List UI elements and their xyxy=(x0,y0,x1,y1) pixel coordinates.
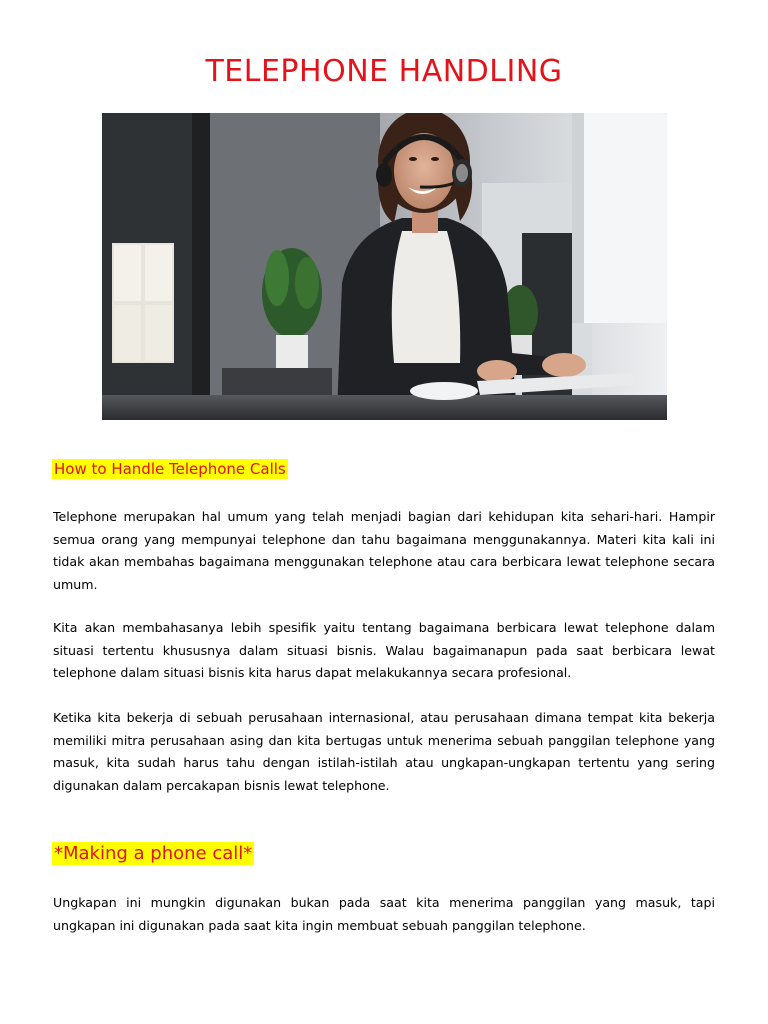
section-heading-how-to-handle: How to Handle Telephone Calls xyxy=(54,460,286,478)
paragraph-1: Telephone merupakan hal umum yang telah menjadi bagian dari kehidupan kita sehari-hari. Hampir semua orang yang mempunyai telephone dan tahu bagaimana menggunakannya. Materi kita kali ini tidak akan membahas bagaimana menggunakan telephone atau cara berbicara lewat telephone secara umum. xyxy=(53,509,715,592)
computer-mouse xyxy=(410,382,478,400)
section-heading-making-call: *Making a phone call* xyxy=(54,843,253,864)
hero-photo-call-center-agent xyxy=(102,113,667,420)
page-title: TELEPHONE HANDLING xyxy=(205,54,563,89)
paragraph-2: Kita akan membahasanya lebih spesifik yaitu tentang bagaimana berbicara lewat telephone dalam situasi tertentu khususnya dalam situasi bisnis. Walau bagaimanapun pada saat berbicara lewat telephone dalam situasi bisnis kita harus dapat melakukannya secara profesional. xyxy=(53,620,715,681)
desk xyxy=(102,395,667,420)
paragraph-3: Ketika kita bekerja di sebuah perusahaan internasional, atau perusahaan dimana tempat kita bekerja memiliki mitra perusahaan asing dan kita bertugas untuk menerima sebuah panggilan telephone yang masuk, kita sudah harus tahu dengan istilah-istilah atau ungkapan-ungkapan tertentu yang sering digunakan dalam percakapan bisnis lewat telephone. xyxy=(53,710,715,793)
paragraph-4: Ungkapan ini mungkin digunakan bukan pada saat kita menerima panggilan yang masuk, tapi ungkapan ini digunakan pada saat kita ingin membuat sebuah panggilan telephone. xyxy=(53,895,715,933)
